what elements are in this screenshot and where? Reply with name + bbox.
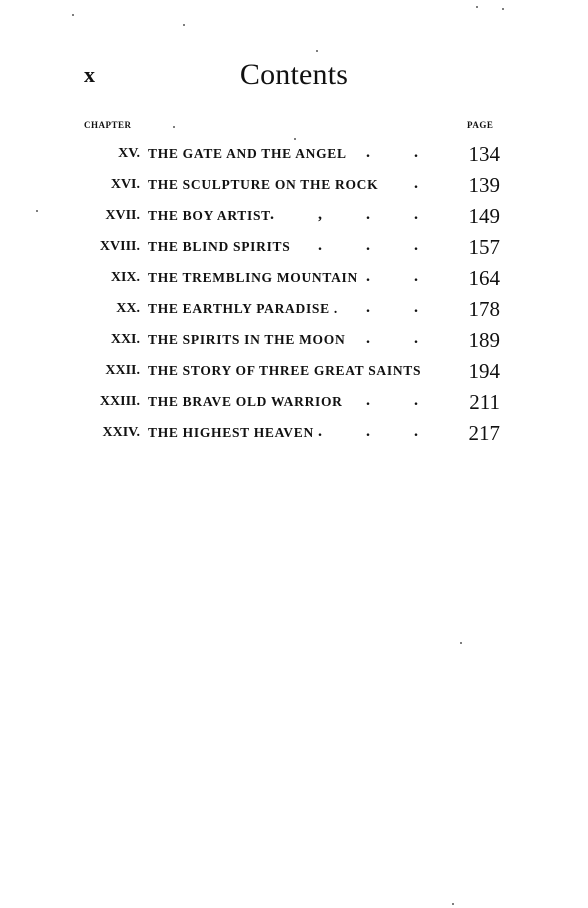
chapter-number: XXIV.: [102, 425, 140, 440]
scan-speck: [72, 14, 74, 16]
scan-speck: [36, 210, 38, 212]
scan-speck: [173, 126, 175, 128]
scan-speck: [183, 24, 185, 26]
leader-dots: . .: [366, 330, 438, 347]
scan-speck: [460, 642, 462, 644]
chapter-number: XVII.: [105, 208, 140, 223]
leader-dots: . .: [366, 268, 438, 285]
scan-speck: [452, 903, 454, 905]
toc-entry: [0, 388, 588, 419]
leader-dots: . . .: [318, 423, 438, 440]
chapter-title: THE BOY ARTIST: [148, 208, 271, 223]
toc-entry: [0, 357, 588, 388]
page-title: Contents: [239, 58, 349, 91]
chapter-title: THE STORY OF THREE GREAT SAINTS: [148, 363, 422, 378]
page-reference: 139: [468, 173, 500, 197]
chapter-title: THE SPIRITS IN THE MOON: [148, 332, 346, 347]
page-reference: 178: [468, 297, 500, 321]
leader-dots: .: [414, 175, 438, 192]
toc-entry: [0, 264, 588, 295]
toc-entry: [0, 419, 588, 450]
scan-speck: [316, 50, 318, 52]
leader-dots: . .: [366, 392, 438, 409]
chapter-number: XVI.: [110, 177, 140, 192]
chapter-number: XVIII.: [99, 239, 140, 254]
chapter-number: XIX.: [110, 270, 140, 285]
page-reference: 149: [468, 204, 500, 228]
toc-entry: [0, 171, 588, 202]
chapter-title: THE BRAVE OLD WARRIOR: [148, 394, 343, 409]
chapter-number: XV.: [118, 146, 140, 161]
chapter-number: XXI.: [110, 332, 140, 347]
leader-dots: . . .: [318, 237, 438, 254]
page-reference: 164: [468, 266, 500, 290]
chapter-number: XXII.: [105, 363, 140, 378]
page-reference: 217: [468, 421, 500, 445]
toc-entry: [0, 326, 588, 357]
page-column-heading: PAGE: [467, 120, 494, 130]
toc-entry: [0, 202, 588, 233]
scan-speck: [294, 138, 296, 140]
page-reference: 189: [468, 328, 500, 352]
scan-speck: [502, 8, 504, 10]
chapter-number: XX.: [116, 301, 140, 316]
chapter-title: THE TREMBLING MOUNTAIN: [148, 270, 358, 285]
page-number: x: [84, 62, 95, 87]
page-reference: 157: [468, 235, 500, 259]
chapter-number: XXIII.: [99, 394, 140, 409]
chapter-title: THE HIGHEST HEAVEN: [148, 425, 314, 440]
page-reference: 134: [468, 142, 500, 166]
page-reference: 194: [468, 359, 500, 383]
leader-dots: . .: [366, 299, 438, 316]
toc-entry: [0, 295, 588, 326]
toc-entry: [0, 140, 588, 171]
chapter-title: THE EARTHLY PARADISE .: [148, 301, 338, 316]
scan-speck: [476, 6, 478, 8]
chapter-title: THE SCULPTURE ON THE ROCK: [148, 177, 379, 192]
page-reference: 211: [469, 390, 500, 414]
chapter-title: THE BLIND SPIRITS: [148, 239, 291, 254]
leader-dots: . .: [366, 144, 438, 161]
chapter-title: THE GATE AND THE ANGEL: [148, 146, 347, 161]
leader-dots: . , . .: [270, 206, 438, 223]
toc-entry: [0, 233, 588, 264]
chapter-column-heading: CHAPTER: [84, 120, 132, 130]
